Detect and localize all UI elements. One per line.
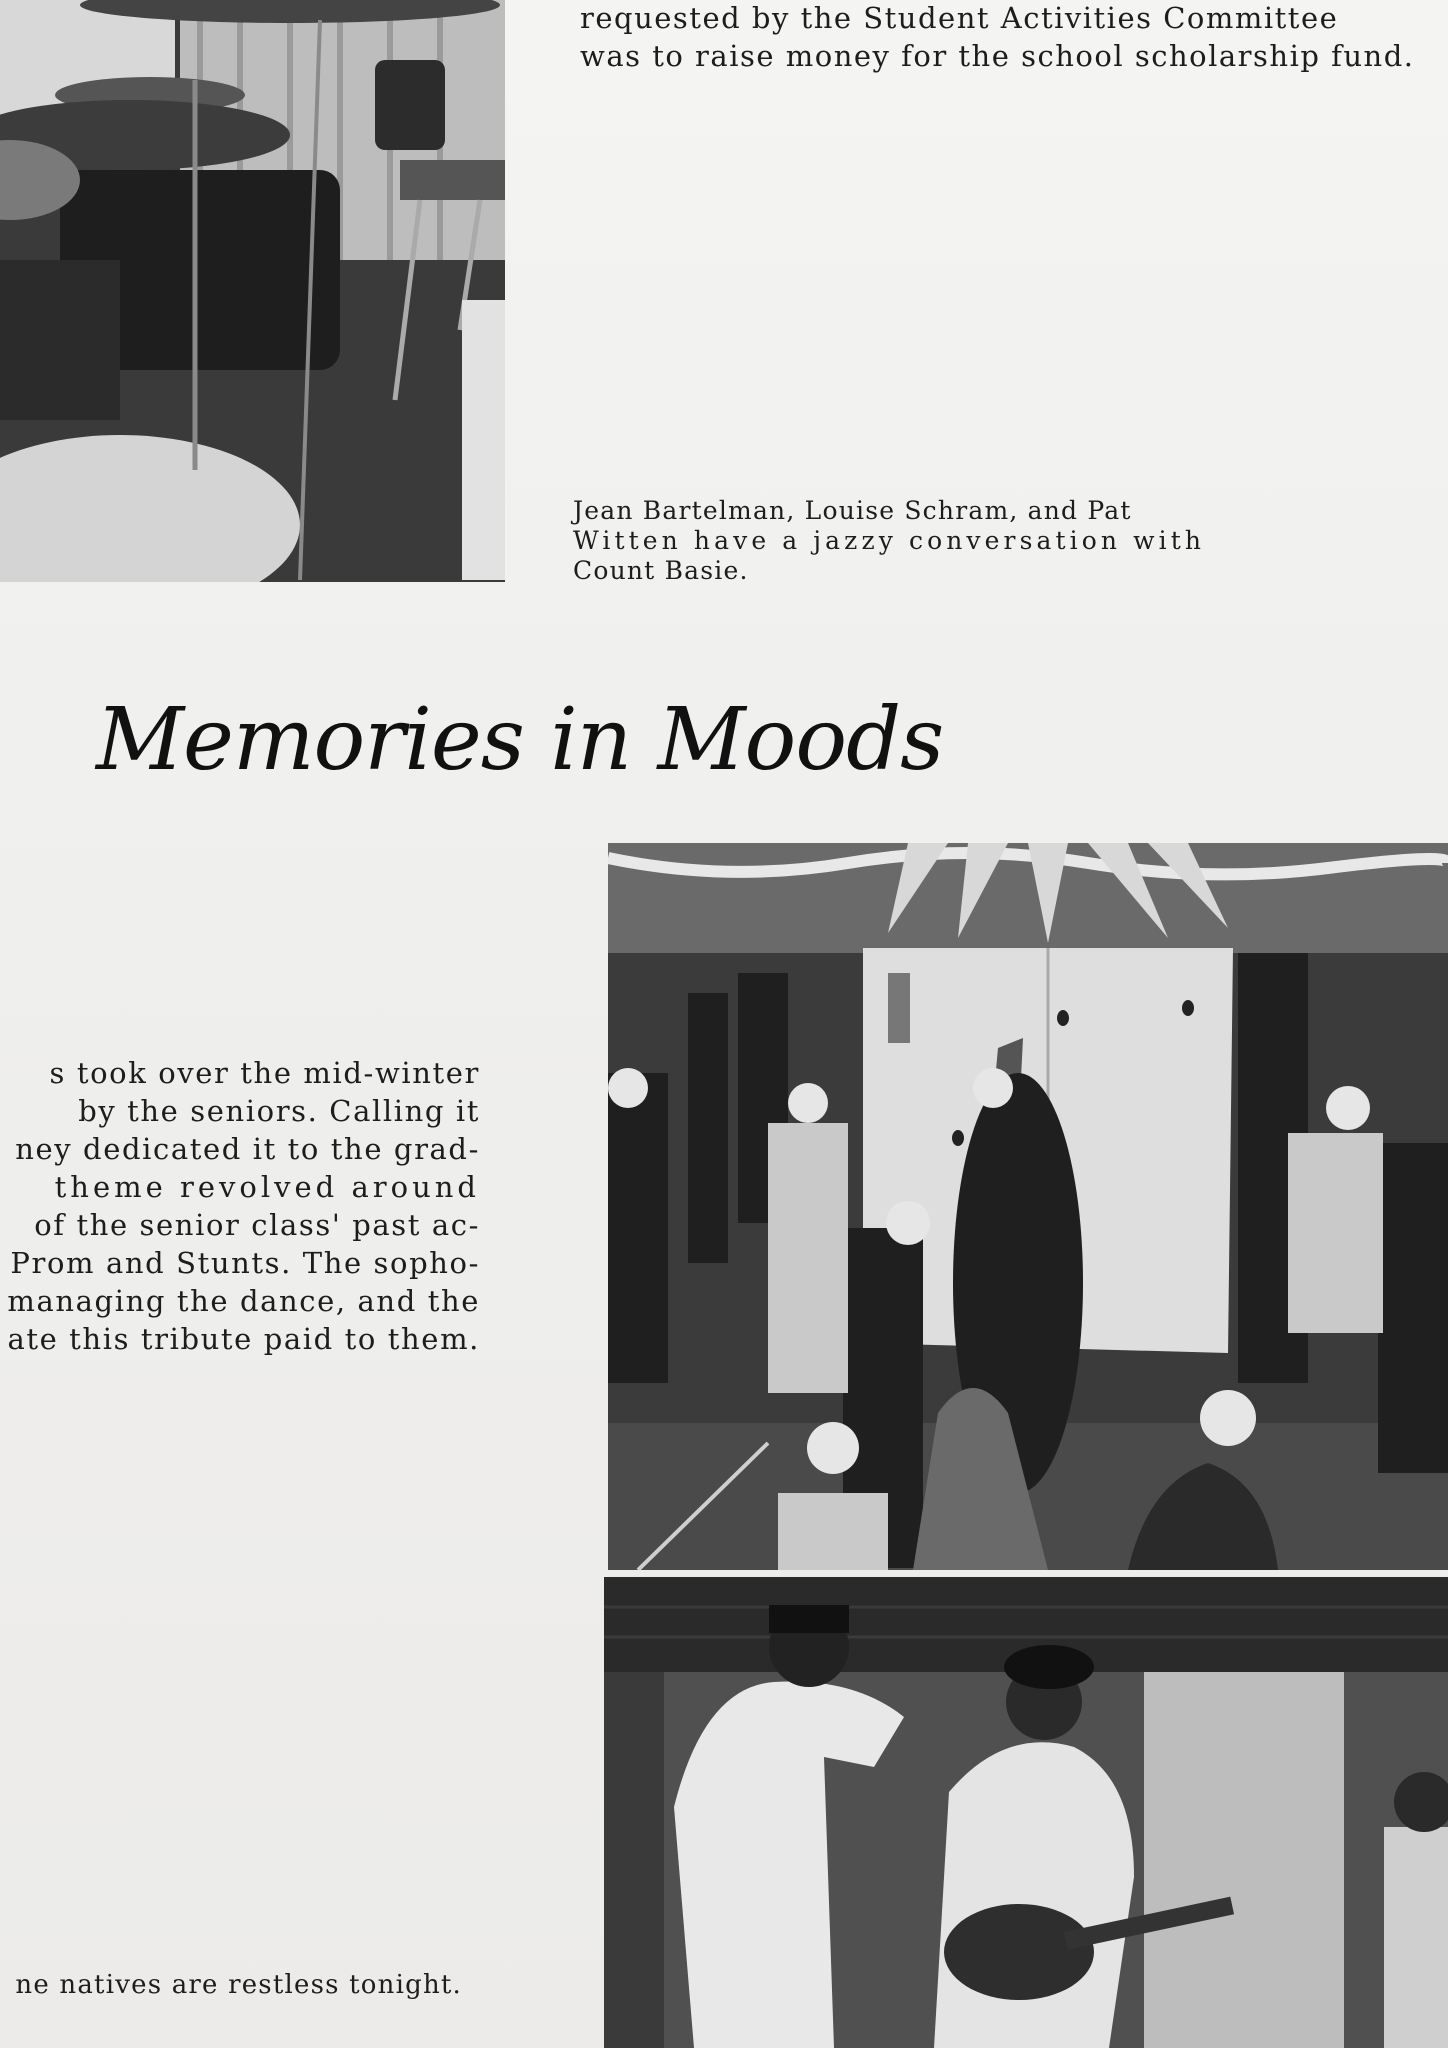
- body-line-2: by the seniors. Calling it: [78, 1094, 480, 1128]
- body-line-4: theme revolved around: [54, 1170, 480, 1204]
- body-line-1: s took over the mid-winter: [49, 1056, 480, 1090]
- body-line-8: ate this tribute paid to them.: [7, 1322, 480, 1356]
- drum-kit-photo: [0, 0, 505, 582]
- intro-line-2: was to raise money for the school scholarship fund.: [580, 39, 1415, 73]
- body-line-5: of the senior class' past ac-: [34, 1208, 480, 1242]
- dance-floor-photo: [608, 843, 1448, 1570]
- body-line-6: Prom and Stunts. The sopho-: [10, 1246, 480, 1280]
- top-caption-line-3: Count Basie.: [573, 556, 749, 585]
- body-line-3: ney dedicated it to the grad-: [15, 1132, 480, 1166]
- intro-line-1: requested by the Student Activities Committee: [580, 1, 1339, 35]
- body-line-7: managing the dance, and the: [7, 1284, 480, 1318]
- top-caption-line-1: Jean Bartelman, Louise Schram, and Pat: [573, 496, 1132, 525]
- top-caption-line-2: Witten have a jazzy conversation with: [573, 526, 1206, 555]
- bottom-caption: ne natives are restless tonight.: [15, 1970, 462, 2000]
- skit-performers-photo: [604, 1577, 1448, 2048]
- section-title: Memories in Moods: [96, 690, 944, 790]
